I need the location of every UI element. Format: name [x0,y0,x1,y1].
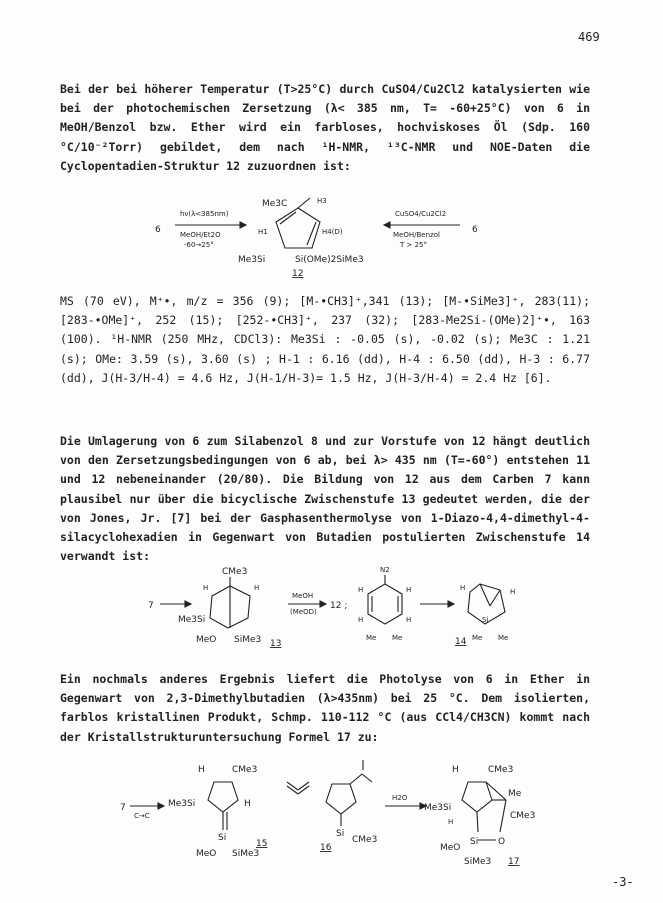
scheme2-h14d: H [406,616,412,624]
scheme3-me3si-17: Me3Si [424,803,452,813]
scheme2-label13: 13 [270,639,282,649]
scheme2-h14e: H [460,584,466,592]
scheme2-si14: Si [482,616,489,624]
scheme2-me3si: Me3Si [178,615,206,625]
paragraph-2: MS (70 eV), M⁺•, m/z = 356 (9); [M-•CH3]⁺,341 (13); [M-•SiMe3]⁺, 283(11); [283-•OMe]⁺, 252 (15); [252-•CH3]⁺, 237 (32); [283-Me2Si-(OMe)2]⁺•, 163 (100). ¹H-NMR (250 MHz, CDCl3): Me3Si : -0.05 (s), -0.02 (s); Me3C : 1.21 (s); OMe: 3.59 (s), 3.60 (s) ; H-1 : 6.16 (dd), H-4 : 6.50 (dd), H-3 : 6.77 (dd), J(H-3/H-4) = 4.6 Hz, J(H-1/H-3)= 1.5 Hz, J(H-3/H-4) = 2.4 Hz [6]. [60,294,590,385]
scheme3-cme3: CMe3 [232,765,258,775]
scheme2-me-d: Me [498,634,509,642]
scheme1-arrowhead-right [384,222,390,228]
scheme1-arrow-right-mid: MeOH/Benzol [393,231,440,239]
scheme3-label16: 16 [320,843,332,853]
page-number: 469 [578,30,600,44]
scheme3-h: H [198,765,205,775]
scheme1-arrowhead-left [240,222,246,228]
scheme1-sub-top: Me3C [262,199,288,209]
scheme2-n2: N2 [380,566,390,574]
scheme2-arrow-bot: (MeOD) [290,608,317,616]
scheme1-arrow-left-mid: MeOH/Et2O [180,231,221,239]
scheme2-sime3: SiMe3 [234,635,262,645]
scheme3-me17: Me [508,789,522,799]
scheme2-arrow-top: MeOH [292,592,314,600]
scheme3-ring17 [462,782,492,812]
scheme1-arrow-left-top: hν(λ<385nm) [180,210,229,218]
scheme3-sime3-17: SiMe3 [464,857,492,867]
scheme2-h-left: H [203,584,209,592]
scheme3-h2: H [244,799,251,809]
scheme1-double-bond-b [307,222,316,245]
scheme3-water: H2O [392,794,408,802]
scheme1-sub-bottom-right: Si(OMe)2SiMe3 [295,255,364,265]
scheme3-si17: Si [470,837,479,847]
scheme3-cme3-17b: CMe3 [510,811,536,821]
scheme2-h-right: H [254,584,260,592]
scheme3-label17: 17 [508,857,520,867]
scheme1-h3: H3 [317,197,327,205]
scheme3-cme3-17: CMe3 [488,765,514,775]
scheme3-meo17: MeO [440,843,461,853]
reaction-scheme-2 [0,560,663,660]
scheme3-ring16 [326,784,356,814]
scheme2-ring-diazo [368,584,402,624]
scheme3-si: Si [218,833,227,843]
scheme3-me3si: Me3Si [168,799,196,809]
scheme2-me-b: Me [392,634,403,642]
scheme1-arrow-right-bot: T > 25° [400,241,427,249]
scheme2-me-c: Me [472,634,483,642]
scheme1-product-label: 12 [292,269,304,279]
scheme2-h14a: H [358,586,364,594]
scheme3-sime3: SiMe3 [232,849,260,859]
scheme3-h17: H [452,765,459,775]
scheme2-h14b: H [406,586,412,594]
scheme1-arrow-right-top: CuSO4/Cu2Cl2 [395,210,447,218]
scheme1-reactant-right: 6 [472,225,478,235]
reaction-scheme-3 [0,760,663,875]
scheme2-me-a: Me [366,634,377,642]
scheme2-top-sub: CMe3 [222,567,248,577]
scheme2-to12: 12 ; [330,601,348,611]
scheme3-start: 7 [120,803,126,813]
scheme3-label15: 15 [256,839,268,849]
reaction-scheme-1 [0,190,663,280]
scheme3-o17: O [498,837,506,847]
scheme2-meo: MeO [196,635,217,645]
scheme1-h4: H4(D) [322,228,343,236]
scheme2-start: 7 [148,601,154,611]
scheme1-reactant-left: 6 [155,225,161,235]
scheme3-si16: Si [336,829,345,839]
paragraph-1: Bei der bei höherer Temperatur (T>25°C) durch CuSO4/Cu2Cl2 katalysierten wie bei der photochemischen Zersetzung (λ< 385 nm, T= -60+25°C) von 6 in MeOH/Benzol bzw. Ether wird ein farbloses, hochviskoses Öl (Sdp. 160 °C/10⁻²Torr) gebildet, dem nach ¹H-NMR, ¹³C-NMR und NOE-Daten die Cyclopentadien-Struktur 12 zuzuordnen ist: [60,82,590,173]
scheme3-meo: MeO [196,849,217,859]
scheme3-h17b: H [448,818,454,826]
scheme2-h14c: H [358,616,364,624]
page-footer: -3- [612,875,634,889]
scheme1-arrow-left-bot: -60→25° [184,241,214,249]
paragraph-3: Die Umlagerung von 6 zum Silabenzol 8 und zur Vorstufe von 12 hängt deutlich von den Zersetzungsbedingungen von 6 ab, bei λ> 435 nm (T=-60°) entstehen 11 und 12 nebeneinander (20/80). Die Bildung von 12 aus dem Carben 7 kann plausibel nur über die bicyclische Zwischenstufe 13 gedeutet werden, die der von Jones, Jr. [7] bei der Gasphasenthermolyse von 1-Diazo-4,4-dimethyl-4-silacyclohexadien in Gegenwart von Butadien postulierten Zwischenstufe 14 verwandt ist: [60,434,590,564]
scheme1-h1: H1 [258,228,268,236]
scheme2-label14: 14 [455,637,467,647]
paragraph-4: Ein nochmals anderes Ergebnis liefert die Photolyse von 6 in Ether in Gegenwart von 2,3-Dimethylbutadien (λ>435nm) bei 25 °C. Dem isolierten, farblos kristallinen Produkt, Schmp. 110-112 °C (aus CCl4/CH3CN) kommt nach der Kristallstrukturuntersuchung Formel 17 zu: [60,672,590,744]
scheme3-cme3-16: CMe3 [352,835,378,845]
scheme1-sub-bottom-left: Me3Si [238,255,266,265]
scheme3-arrow-label: C→C [134,812,150,820]
scheme3-ring15 [208,782,238,812]
scheme2-h14f: H [510,588,516,596]
